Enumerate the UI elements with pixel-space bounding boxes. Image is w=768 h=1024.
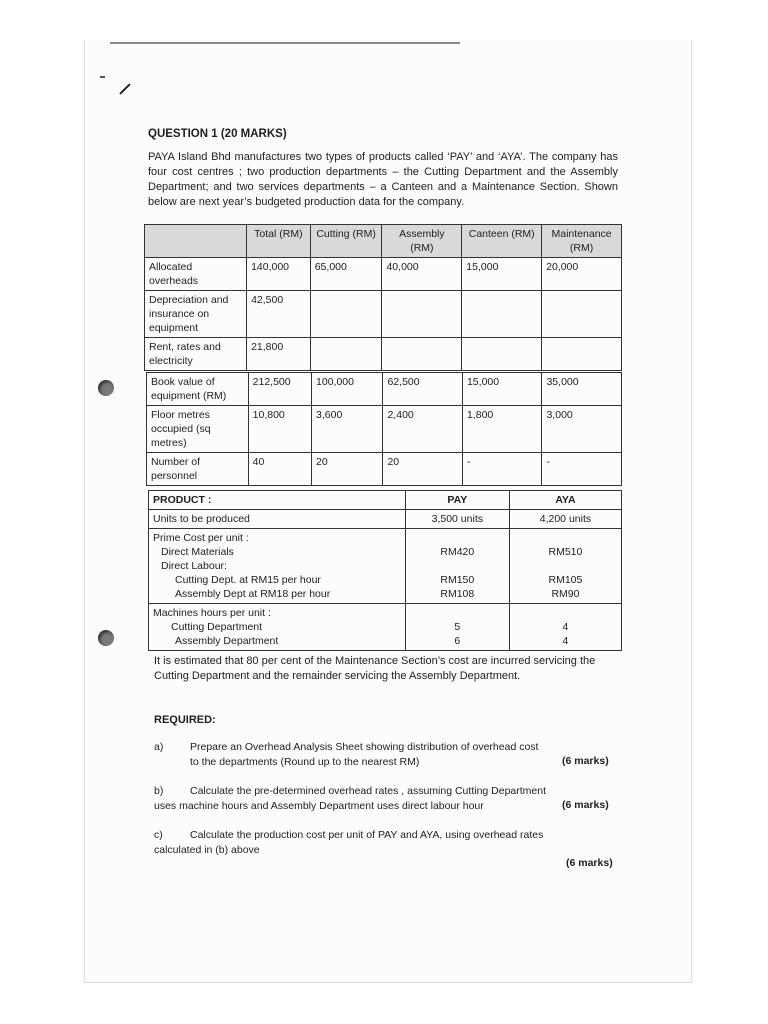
- table-row: [149, 510, 622, 529]
- table-cell: Floor metres occupied (sq metres): [147, 406, 249, 453]
- item-b-text: Calculate the pre-determined overhead rates , assuming Cutting Department uses machine hours and Assembly Department uses direct labour hour: [154, 785, 547, 812]
- table-cell: 65,000: [310, 258, 382, 291]
- overheads-table: [144, 224, 622, 371]
- required-heading: REQUIRED:: [154, 714, 216, 726]
- table-cell: -: [542, 453, 622, 486]
- table-header-cell: Maintenance (RM): [542, 225, 622, 258]
- table-header-cell: Assembly (RM): [382, 225, 462, 258]
- table-cell: 40: [248, 453, 311, 486]
- punch-hole-top: [98, 380, 114, 396]
- table-cell: [462, 338, 542, 371]
- table-header-cell: [145, 225, 247, 258]
- item-b-marks: (6 marks): [562, 799, 609, 811]
- table-cell: [310, 338, 382, 371]
- table-cell: 2,400: [383, 406, 463, 453]
- question-intro: PAYA Island Bhd manufactures two types of products called ‘PAY’ and ‘AYA’. The company has four cost centres ; two production departments – the Cutting Department and the Assembly Department; and two services departments – a Canteen and a Maintenance Section. Shown below are next year’s budgeted production data for the company.: [148, 151, 618, 208]
- units-aya: 4,200 units: [509, 510, 621, 529]
- prime-cost-label: Prime Cost per unit :: [153, 532, 249, 544]
- direct-materials-label: Direct Materials: [161, 546, 234, 558]
- mh-cut-aya: 4: [562, 621, 569, 633]
- item-a-marks: (6 marks): [562, 755, 609, 767]
- bases-table: [146, 372, 622, 486]
- item-c-text: Calculate the production cost per unit of PAY and AYA, using overhead rates calculated in (b) above: [154, 829, 544, 856]
- table-cell: 20: [383, 453, 463, 486]
- table-cell: 15,000: [462, 373, 542, 406]
- cut-aya: RM105: [548, 574, 583, 586]
- punch-hole-bottom: [98, 630, 114, 646]
- table-cell: Depreciation and insurance on equipment: [145, 291, 247, 338]
- mh-cut-pay: 5: [454, 621, 461, 633]
- table-row: [147, 406, 622, 453]
- maintenance-note: It is estimated that 80 per cent of the Maintenance Section’s cost are incurred servicing the Cutting Department and the remainder servicing the Assembly Department.: [154, 655, 596, 682]
- table-cell: [542, 338, 622, 371]
- table-cell: 140,000: [247, 258, 311, 291]
- units-pay: 3,500 units: [405, 510, 509, 529]
- table-cell: 20: [312, 453, 383, 486]
- machine-cutting-label: Cutting Department: [171, 621, 263, 633]
- mh-asm-aya: 4: [562, 635, 569, 647]
- assembly-labour-label: Assembly Dept at RM18 per hour: [175, 588, 331, 600]
- product-label: PRODUCT :: [149, 491, 406, 510]
- col-pay: PAY: [405, 491, 509, 510]
- mh-asm-pay: 6: [454, 635, 461, 647]
- table-header-row: [145, 225, 622, 258]
- table-cell: 20,000: [542, 258, 622, 291]
- question-title: QUESTION 1 (20 MARKS): [148, 128, 287, 140]
- table-cell: 10,800: [248, 406, 311, 453]
- table-cell: Book value of equipment (RM): [147, 373, 249, 406]
- table-row: [145, 291, 622, 338]
- table-cell: -: [462, 453, 542, 486]
- table-cell: [382, 291, 462, 338]
- table-header-cell: Cutting (RM): [310, 225, 382, 258]
- table-cell: [310, 291, 382, 338]
- machine-hours-label: Machines hours per unit :: [153, 607, 271, 619]
- table-cell: Rent, rates and electricity: [145, 338, 247, 371]
- cut-pay: RM150: [440, 574, 475, 586]
- table-header-row: [149, 491, 622, 510]
- asm-pay: RM108: [440, 588, 475, 600]
- item-b-letter: b): [154, 785, 164, 797]
- item-a-letter: a): [154, 741, 164, 753]
- table-cell: 212,500: [248, 373, 311, 406]
- table-cell: 42,500: [247, 291, 311, 338]
- table-row: [147, 373, 622, 406]
- product-table: [148, 490, 622, 651]
- table-header-cell: Total (RM): [247, 225, 311, 258]
- table-cell: [462, 291, 542, 338]
- table-row: [147, 453, 622, 486]
- col-aya: AYA: [509, 491, 621, 510]
- table-row: [149, 604, 622, 651]
- table-row: [145, 338, 622, 371]
- table-cell: 3,000: [542, 406, 622, 453]
- table-cell: 40,000: [382, 258, 462, 291]
- table-cell: [382, 338, 462, 371]
- table-row: [149, 529, 622, 604]
- dm-pay: RM420: [440, 546, 475, 558]
- dm-aya: RM510: [548, 546, 583, 558]
- table-cell: 15,000: [462, 258, 542, 291]
- table-header-cell: Canteen (RM): [462, 225, 542, 258]
- table-cell: 21,800: [247, 338, 311, 371]
- scan-edge-line: [110, 42, 460, 44]
- table-cell: 35,000: [542, 373, 622, 406]
- item-a-text: Prepare an Overhead Analysis Sheet showing distribution of overhead cost to the departments (Round up to the nearest RM): [190, 741, 539, 768]
- table-cell: 3,600: [312, 406, 383, 453]
- table-row: [145, 258, 622, 291]
- item-c-marks: (6 marks): [566, 857, 613, 869]
- table-cell: 62,500: [383, 373, 463, 406]
- direct-labour-label: Direct Labour:: [161, 560, 227, 572]
- table-cell: 100,000: [312, 373, 383, 406]
- table-cell: [542, 291, 622, 338]
- machine-assembly-label: Assembly Department: [175, 635, 279, 647]
- pen-mark: [100, 76, 105, 78]
- table-cell: Allocated overheads: [145, 258, 247, 291]
- units-label: Units to be produced: [149, 510, 406, 529]
- table-cell: Number of personnel: [147, 453, 249, 486]
- table-cell: 1,800: [462, 406, 542, 453]
- item-c-letter: c): [154, 829, 163, 841]
- asm-aya: RM90: [551, 588, 580, 600]
- cutting-labour-label: Cutting Dept. at RM15 per hour: [175, 574, 321, 586]
